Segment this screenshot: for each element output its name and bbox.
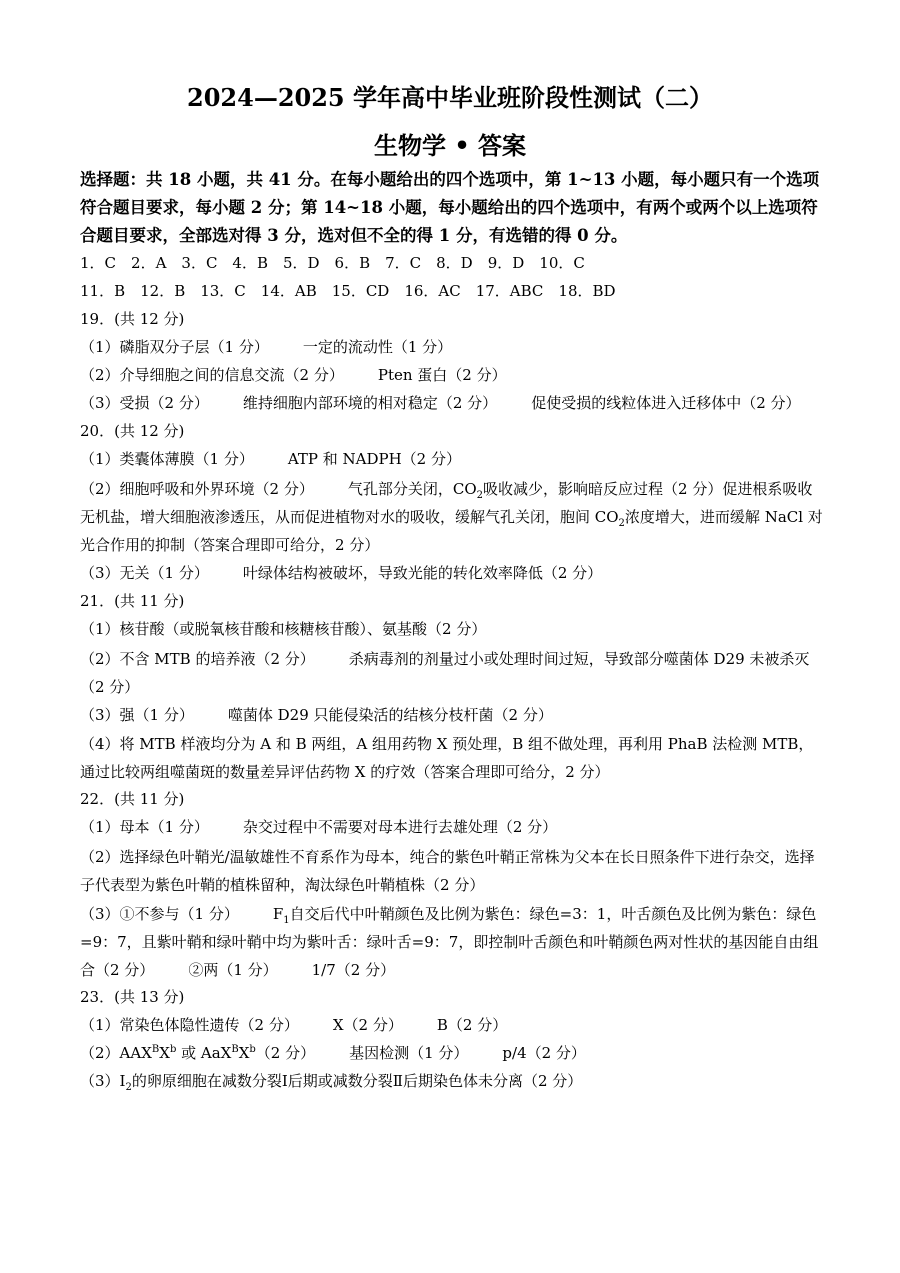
- q23-part3-lead: （3）: [80, 1072, 120, 1090]
- q22-part3: [80, 900, 825, 984]
- q22-part1-b: 杂交过程中不需要对母本进行去雄处理（2 分）: [242, 818, 558, 836]
- co2-subscript: 2: [618, 518, 625, 529]
- q19-part3-a: （3）受损（2 分）: [80, 394, 209, 412]
- q22-part3-b2: 自交后代中叶鞘颜色及比例为紫色：绿色=3：1，叶舌颜色及比例为紫色：绿色=9：7，且紫叶鞘和绿叶鞘中均为紫叶舌：绿叶舌=9：7，即控制叶舌颜色和叶鞘颜色两对性状的基因能自由组合（2 分）: [80, 905, 819, 979]
- q19-part1-b: 一定的流动性（1 分）: [302, 338, 453, 356]
- page-title: 2024—2025 学年高中毕业班阶段性测试（二）: [187, 83, 713, 112]
- q23-heading: 23．(共 13 分): [80, 988, 185, 1006]
- q20-part3-a: （3）无关（1 分）: [80, 564, 209, 582]
- q23-part2-b: 基因检测（1 分）: [349, 1044, 469, 1062]
- mc-instructions: 选择题：共 18 小题，共 41 分。在每小题给出的四个选项中，第 1~13 小题，每小题只有一个选项符合题目要求，每小题 2 分；第 14~18 小题，每小题给出的四个选项中，有两个或两个以上选项符合题目要求，全部选对得 3 分，选对但不全的得 1 分，有选错的得 0 分。: [80, 170, 820, 245]
- q23-part1: [80, 1014, 825, 1036]
- q23-part2-lead: （2）: [80, 1044, 120, 1062]
- q21-part1: （1）核苷酸（或脱氧核苷酸和核糖核苷酸）、氨基酸（2 分）: [80, 620, 487, 638]
- q22-part3-c: ②两（1 分）: [188, 961, 278, 979]
- q22-part3-d: 1/7（2 分）: [311, 961, 396, 979]
- q23-part2: [80, 1042, 825, 1064]
- roman-one: Ⅰ: [119, 1072, 126, 1090]
- page-subtitle: 生物学 • 答案: [373, 131, 527, 160]
- q19-part1: [80, 336, 825, 358]
- mc-answers-row-1: 1．C 2．A 3．C 4．B 5．D 6．B 7．C 8．D 9．D 10．C: [80, 254, 585, 272]
- f1-subscript: 1: [283, 915, 290, 926]
- q23-part1-c: B（2 分）: [436, 1016, 508, 1034]
- q21-heading: 21．(共 11 分): [80, 592, 185, 610]
- allele-sup: b: [249, 1044, 256, 1055]
- co2-subscript: 2: [476, 490, 484, 501]
- q21-part2: [80, 645, 825, 701]
- q19-part3-b: 维持细胞内部环境的相对稳定（2 分）: [242, 394, 498, 412]
- q20-part1-a: （1）类囊体薄膜（1 分）: [80, 450, 254, 468]
- q20-heading: 20．(共 12 分): [80, 422, 185, 440]
- q22-part2: （2）选择绿色叶鞘光/温敏雄性不育系作为母本，纯合的紫色叶鞘正常株为父本在长日照条件下进行杂交，选择子代表型为紫色叶鞘的植株留种，淘汰绿色叶鞘植株（2 分）: [80, 848, 815, 894]
- q19-part2: [80, 364, 825, 386]
- genotype-1: AAX: [119, 1044, 152, 1062]
- q20-part1: [80, 448, 825, 470]
- q22-part1-a: （1）母本（1 分）: [80, 818, 209, 836]
- allele-sup: B: [151, 1044, 160, 1055]
- q20-part2-b1: 气孔部分关闭，CO: [347, 480, 477, 498]
- genotype-score: （2 分）: [255, 1044, 316, 1062]
- q20-part1-b: ATP 和 NADPH（2 分）: [287, 450, 461, 468]
- q23-part3: [80, 1070, 825, 1092]
- genotype-2: X: [159, 1044, 170, 1062]
- q21-part2-a: （2）不含 MTB 的培养液（2 分）: [80, 650, 315, 668]
- q20-part3-b: 叶绿体结构被破坏，导致光能的转化效率降低（2 分）: [242, 564, 603, 582]
- q23-part3-text: 的卵原细胞在减数分裂Ⅰ后期或减数分裂Ⅱ后期染色体未分离（2 分）: [131, 1072, 583, 1090]
- q20-part2-b2: 吸收减少，影响暗反应过程（2 分）促进根系吸收无机盐，增大细胞液渗透压，从而促进植物对水的吸收，缓解气孔关闭，胞间 CO: [80, 480, 813, 526]
- genotype-4: X: [238, 1044, 250, 1062]
- q23-part1-b: X（2 分）: [332, 1016, 403, 1034]
- q21-part4: （4）将 MTB 样液均分为 A 和 B 两组，A 组用药物 X 预处理，B 组不做处理，再利用 PhaB 法检测 MTB，通过比较两组噬菌斑的数量差异评估药物 X 的疗效（答案合理即可给分，2 分）: [80, 735, 814, 781]
- q19-part1-a: （1）磷脂双分子层（1 分）: [80, 338, 269, 356]
- q22-part3-a: （3）①不参与（1 分）: [80, 905, 239, 923]
- individual-subscript: 2: [125, 1082, 132, 1093]
- q19-part2-b: Pten 蛋白（2 分）: [377, 366, 507, 384]
- q21-part3-b: 噬菌体 D29 只能侵染活的结核分枝杆菌（2 分）: [227, 706, 553, 724]
- q20-part2-b3: 浓度增大，进而缓解 NaCl 对光合作用的抑制（答案合理即可给分，2 分）: [80, 508, 823, 554]
- q20-part2-a: （2）细胞呼吸和外界环境（2 分）: [80, 480, 314, 498]
- mc-answers-row-2: 11．B 12．B 13．C 14．AB 15．CD 16．AC 17．ABC 18．BD: [80, 282, 616, 300]
- q19-part2-a: （2）介导细胞之间的信息交流（2 分）: [80, 366, 344, 384]
- allele-sup: B: [231, 1044, 239, 1055]
- q22-heading: 22．(共 11 分): [80, 790, 185, 808]
- q22-part3-b1: F: [272, 905, 284, 923]
- q19-part3-c: 促使受损的线粒体进入迁移体中（2 分）: [531, 394, 801, 412]
- q20-part3: [80, 562, 825, 584]
- genotype-3: 或 AaX: [176, 1044, 232, 1062]
- q19-heading: 19．(共 12 分): [80, 310, 185, 328]
- allele-sup: b: [169, 1044, 177, 1055]
- q20-part2: [80, 475, 825, 559]
- q23-part2-c: p/4（2 分）: [502, 1044, 586, 1062]
- q23-part1-a: （1）常染色体隐性遗传（2 分）: [80, 1016, 299, 1034]
- q21-part3-a: （3）强（1 分）: [80, 706, 194, 724]
- q22-part1: [80, 816, 825, 838]
- q21-part3: [80, 704, 825, 726]
- q21-part2-b: 杀病毒剂的剂量过小或处理时间过短，导致部分噬菌体 D29 未被杀灭（2 分）: [80, 650, 810, 696]
- q19-part3: [80, 392, 825, 414]
